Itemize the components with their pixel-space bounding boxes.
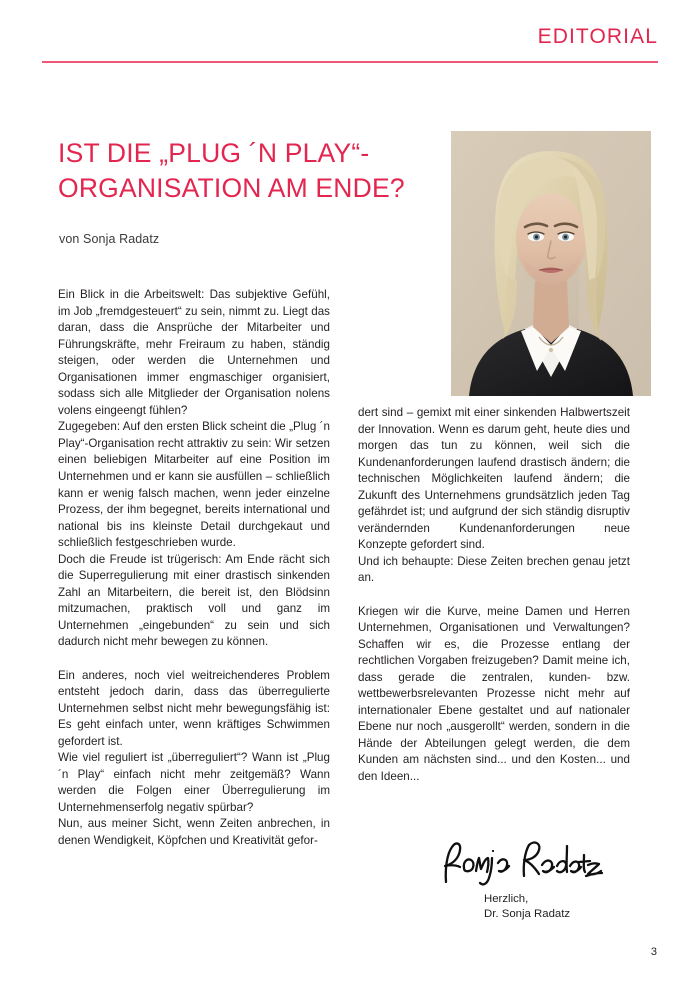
- paragraph: Und ich behaupte: Diese Zeiten brechen genau jetzt an.: [358, 554, 630, 585]
- paragraph: Ein Blick in die Arbeitswelt: Das subjektive Gefühl, im Job „fremdgesteuert“ zu sein, nimmt zu. Liegt das daran, dass die Ansprüche der Mitarbeiter und Führungskräfte, mehr Freiraum zu haben, ständig steigen, oder werden die Unternehmen und Organisationen immer engmaschiger organisiert, sodass sich alle Mitglieder der Organisation nolens volens eingeengt fühlen?: [58, 288, 330, 417]
- body-column-left: [58, 287, 330, 850]
- paragraph: Nun, aus meiner Sicht, wenn Zeiten anbrechen, in denen Wendigkeit, Köpfchen und Kreativität gefor-: [58, 817, 330, 847]
- paragraph: Kriegen wir die Kurve, meine Damen und Herren Unternehmen, Organisationen und Verwaltungen? Schaffen wir es, die Prozesse entlang der rechtlichen Vorgaben freizugeben? Damit meine ich, dass gerade die zentralen, kunden- bzw. wettbewerbsrelevanten Prozesse nicht mehr auf internationaler Ebene gestaltet und auf nationaler Ebene nur noch „ausgerollt“ werden, sondern in die Hände der Abteilungen gelegt werden, die dem Kunden am nächsten sind... und den Kosten... und den Ideen...: [358, 604, 630, 783]
- page-number: 3: [650, 946, 657, 958]
- paragraph: Zugegeben: Auf den ersten Blick scheint die „Plug ´n Play“-Organisation recht attraktiv zu sein: Wir setzen einen beliebigen Mitarbeiter auf eine Position im Unternehmen und er kann sie ausfüllen – schließlich kann er wenig falsch machen, wenn jeder einzelne Prozess, der ihm begegnet, bereits international und national bis ins kleinste Detail durchgekaut und schließlich festgeschrieben wurde.: [58, 420, 330, 550]
- author-signature: [436, 838, 606, 890]
- paragraph: Doch die Freude ist trügerisch: Am Ende rächt sich die Superregulierung mit einer drastisch sinkenden Zahl an Mitarbeitern, die bereit ist, den Blödsinn mitzumachen, praktisch voll und ganz im Unternehmen „eingebunden“ zu sein und sich dadurch nicht mehr bewegen zu können.: [58, 552, 330, 649]
- page-title: IST DIE „PLUG ´N PLAY“-ORGANISATION AM ENDE?: [58, 137, 405, 203]
- signature-strokes: [436, 838, 606, 890]
- section-kicker-editorial: EDITORIAL: [537, 25, 658, 48]
- portrait-illustration: [451, 131, 651, 396]
- author-portrait-photo: [451, 131, 651, 396]
- signoff-greeting: Herzlich,: [484, 893, 529, 905]
- signoff-block: [484, 892, 570, 921]
- article-byline: von Sonja Radatz: [59, 232, 160, 246]
- header-divider-rule: [42, 61, 658, 63]
- signoff-name: Dr. Sonja Radatz: [484, 907, 571, 920]
- paragraph: Ein anderes, noch viel weitreichenderes Problem entsteht jedoch darin, dass das überregulierte Unternehmen selbst nicht mehr bewegungsfähig ist: Es geht einfach unter, wenn kräftiges Schwimmen gefordert ist.: [58, 668, 330, 748]
- body-column-right: [358, 405, 630, 786]
- paragraph: dert sind – gemixt mit einer sinkenden Halbwertszeit der Innovation. Wenn es darum geht, heute dies und morgen das tun zu können, weil sich die Kundenanforderungen laufend drastisch ändern; die technischen Möglichkeiten laufend ändern; die Zukunft des Unternehmens grundsätzlich jeden Tag gefährdet ist; und aufgrund der sich ständig disruptiv verändernden Kundenanforderungen neue Konzepte gefordert sind.: [358, 406, 630, 552]
- paragraph: Wie viel reguliert ist „überreguliert“? Wann ist „Plug ´n Play“ einfach nicht mehr zeitgemäß? Wann werden die Folgen einer Überregulierung im Unternehmenserfolg negativ spürbar?: [58, 751, 330, 814]
